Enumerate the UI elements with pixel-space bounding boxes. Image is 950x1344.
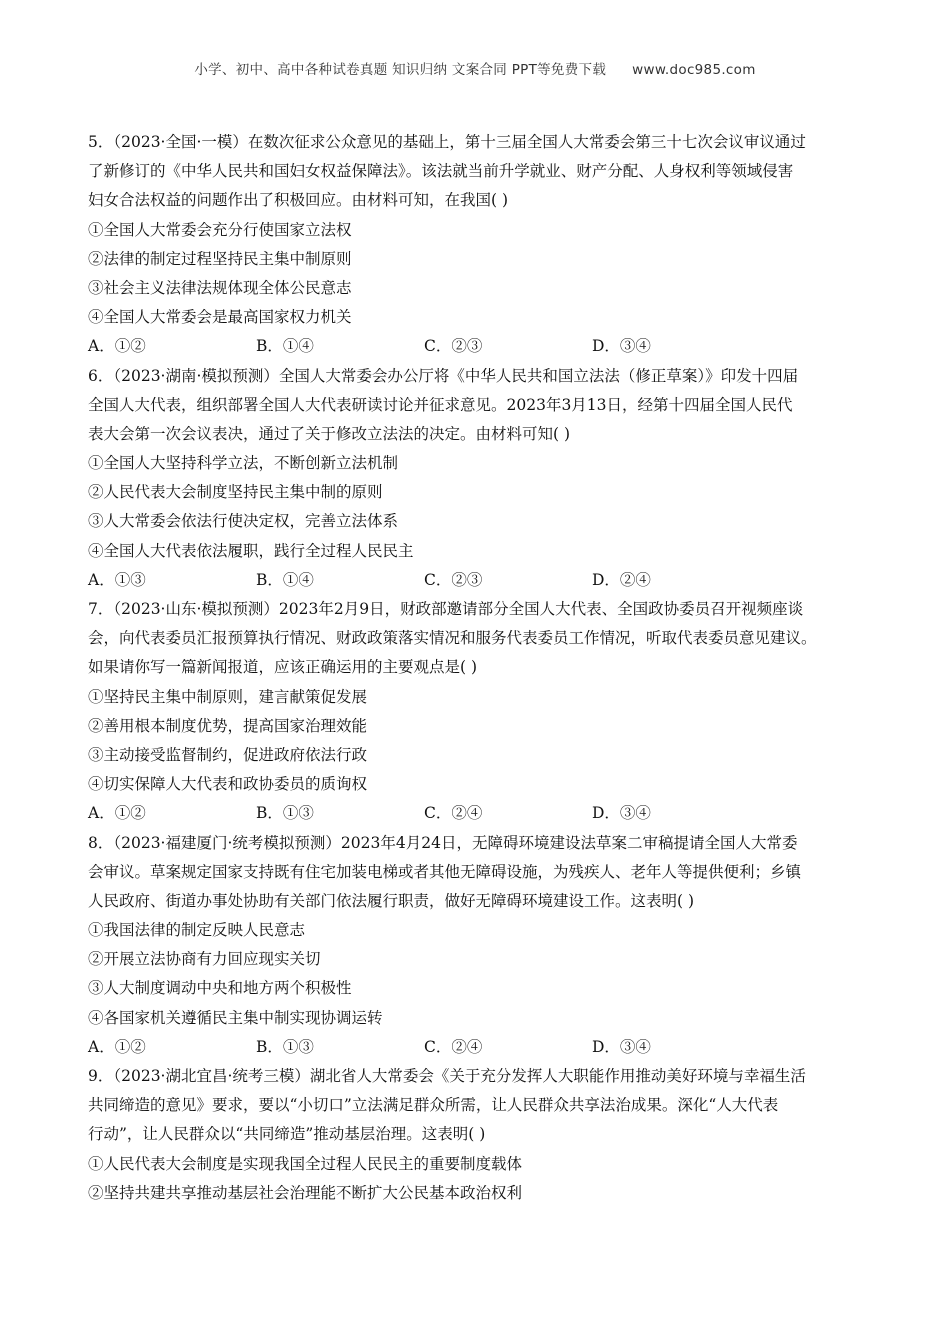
stem-line: 全国人大代表，组织部署全国人大代表研读讨论并征求意见。2023年3月13日，经第十四届全国人民代 [88,395,793,414]
question-list [88,128,878,1208]
answer-option-a[interactable]: A．①② [88,804,146,823]
answer-option-d[interactable]: D．③④ [592,1037,651,1056]
header-text: 小学、初中、高中各种试卷真题 知识归纳 文案合同 PPT等免费下载 [194,62,607,78]
stem-line: 会，向代表委员汇报预算执行情况、财政政策落实情况和服务代表委员工作情况，听取代表委员意见建议。 [88,629,817,648]
answer-option-d[interactable]: D．③④ [592,337,651,356]
question-5 [88,128,878,362]
question-stem [88,829,878,917]
stem-line: 7．（2023·山东·模拟预测）2023年2月9日，财政部邀请部分全国人大代表、全国政协委员召开视频座谈 [88,600,804,618]
answer-options [88,799,878,828]
question-8 [88,829,878,1063]
stem-line: 9．（2023·湖北宜昌·统考三模）湖北省人大常委会《关于充分发挥人大职能作用推动美好环境与幸福生活 [88,1067,806,1085]
page-header [0,58,950,78]
statement-item: ①人民代表大会制度是实现我国全过程人民民主的重要制度载体 [88,1154,523,1173]
stem-line: 行动”，让人民群众以“共同缔造”推动基层治理。这表明( ) [88,1125,486,1144]
stem-line: 6．（2023·湖南·模拟预测）全国人大常委会办公厅将《中华人民共和国立法法（修正草案）》印发十四届 [88,366,799,385]
statement-item: ④各国家机关遵循民主集中制实现协调运转 [88,1008,383,1027]
statement-item: ②人民代表大会制度坚持民主集中制的原则 [88,483,383,502]
answer-option-a[interactable]: A．①② [88,337,146,356]
question-9 [88,1062,878,1208]
statement-item: ①全国人大常委会充分行使国家立法权 [88,220,352,239]
answer-options [88,1033,878,1062]
statement-item: ④全国人大代表依法履职，践行全过程人民民主 [88,541,414,560]
answer-option-d[interactable]: D．②④ [592,570,651,589]
question-stem [88,128,878,216]
statement-item: ①我国法律的制定反映人民意志 [88,921,306,940]
stem-line: 会审议。草案规定国家支持既有住宅加装电梯或者其他无障碍设施，为残疾人、老年人等提供便利；乡镇 [88,862,802,881]
answer-option-b[interactable]: B．①③ [256,804,314,823]
question-7 [88,595,878,829]
statement-item: ②开展立法协商有力回应现实关切 [88,950,321,969]
question-6 [88,362,878,596]
answer-option-c[interactable]: C．②④ [424,1037,483,1056]
statement-item: ③社会主义法律法规体现全体公民意志 [88,278,352,297]
statement-item: ④全国人大常委会是最高国家权力机关 [88,308,352,327]
statement-item: ③人大制度调动中央和地方两个积极性 [88,979,352,998]
statement-item: ②法律的制定过程坚持民主集中制原则 [88,249,352,268]
answer-option-c[interactable]: C．②④ [424,804,483,823]
header-url[interactable]: www.doc985.com [632,62,756,78]
stem-line: 共同缔造的意见》要求，要以“小切口”立法满足群众所需，让人民群众共享法治成果。深化“人大代表 [88,1096,779,1115]
question-stem [88,595,878,683]
statement-item: ①全国人大坚持科学立法，不断创新立法机制 [88,454,399,473]
answer-option-b[interactable]: B．①③ [256,1037,314,1056]
answer-options [88,566,878,595]
answer-option-c[interactable]: C．②③ [424,570,483,589]
answer-option-b[interactable]: B．①④ [256,570,314,589]
stem-line: 妇女合法权益的问题作出了积极回应。由材料可知，在我国( ) [88,191,509,210]
answer-option-c[interactable]: C．②③ [424,337,483,356]
stem-line: 5．（2023·全国·一模）在数次征求公众意见的基础上，第十三届全国人大常委会第三十七次会议审议通过 [88,133,806,151]
stem-line: 8．（2023·福建厦门·统考模拟预测）2023年4月24日，无障碍环境建设法草案二审稿提请全国人大常委 [88,833,798,852]
stem-line: 如果请你写一篇新闻报道，应该正确运用的主要观点是( ) [88,658,478,677]
statement-item: ②坚持共建共享推动基层社会治理能不断扩大公民基本政治权利 [88,1183,523,1202]
answer-option-b[interactable]: B．①④ [256,337,314,356]
statement-item: ①坚持民主集中制原则，建言献策促发展 [88,687,368,706]
answer-option-d[interactable]: D．③④ [592,804,651,823]
answer-option-a[interactable]: A．①③ [88,570,146,589]
stem-line: 人民政府、街道办事处协助有关部门依法履行职责，做好无障碍环境建设工作。这表明( ) [88,891,695,910]
stem-line: 表大会第一次会议表决，通过了关于修改立法法的决定。由材料可知( ) [88,424,571,443]
stem-line: 了新修订的《中华人民共和国妇女权益保障法》。该法就当前升学就业、财产分配、人身权利等领域侵害 [88,162,794,181]
question-stem [88,1062,878,1150]
question-stem [88,362,878,450]
statement-item: ③人大常委会依法行使决定权，完善立法体系 [88,512,399,531]
statement-item: ④切实保障人大代表和政协委员的质询权 [88,775,368,794]
statement-item: ③主动接受监督制约，促进政府依法行政 [88,745,368,764]
answer-options [88,332,878,361]
answer-option-a[interactable]: A．①② [88,1037,146,1056]
statement-item: ②善用根本制度优势，提高国家治理效能 [88,716,368,735]
